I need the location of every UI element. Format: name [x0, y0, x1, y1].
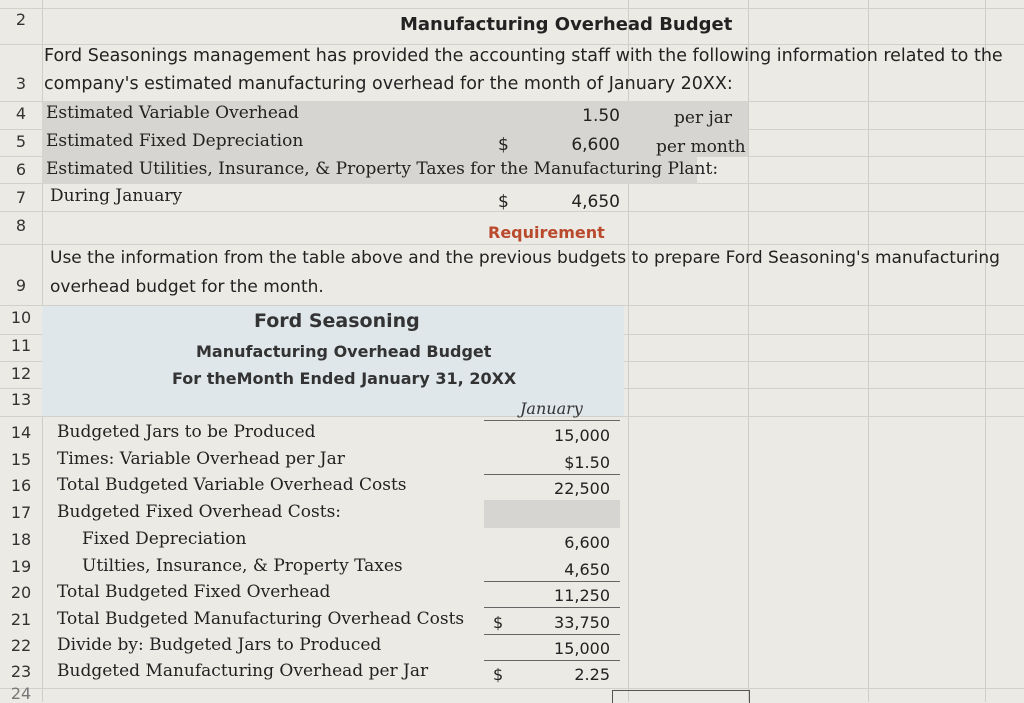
row-number: 16 — [10, 476, 32, 495]
row-value[interactable]: 15,000 — [554, 639, 610, 658]
requirement-line-2: overhead budget for the month. — [50, 277, 324, 297]
row-number: 14 — [10, 423, 32, 442]
row-label: Total Budgeted Variable Overhead Costs — [57, 475, 407, 495]
info-label: Estimated Utilities, Insurance, & Property Taxes for the Manufacturing Plant: — [46, 159, 719, 179]
dollar-sign: $ — [493, 665, 504, 684]
info-label: Estimated Fixed Depreciation — [46, 131, 304, 151]
row-number: 11 — [10, 336, 32, 355]
row-number: 12 — [10, 364, 32, 383]
row-number: 17 — [10, 503, 32, 522]
gridline — [0, 8, 1024, 9]
row-number: 23 — [10, 662, 32, 681]
gridline — [0, 211, 1024, 212]
dollar-sign: $ — [498, 135, 509, 155]
row-label: Times: Variable Overhead per Jar — [57, 449, 345, 469]
row-number: 4 — [15, 104, 27, 123]
row-number: 6 — [15, 160, 27, 179]
requirement-heading: Requirement — [488, 223, 605, 242]
column-header-january: January — [520, 399, 583, 418]
row-value[interactable]: 15,000 — [554, 426, 610, 445]
row-label: Utilties, Insurance, & Property Taxes — [82, 556, 403, 576]
dollar-sign: $ — [493, 613, 504, 632]
row-label: Budgeted Manufacturing Overhead per Jar — [57, 661, 429, 681]
info-unit: per month — [656, 137, 746, 157]
row-value[interactable]: 22,500 — [554, 479, 610, 498]
row-value[interactable]: 11,250 — [554, 586, 610, 605]
info-label: During January — [50, 186, 183, 206]
row-value[interactable]: $1.50 — [564, 453, 610, 472]
row-number: 15 — [10, 450, 32, 469]
row-number: 7 — [15, 188, 27, 207]
row-label: Fixed Depreciation — [82, 529, 247, 549]
requirement-line-1: Use the information from the table above and the previous budgets to prepare Ford Seasoning's manufacturing — [50, 248, 1000, 268]
row-label: Total Budgeted Manufacturing Overhead Costs — [57, 609, 465, 629]
row-number: 9 — [15, 276, 27, 295]
info-unit: per jar — [674, 108, 733, 128]
row-value[interactable]: 6,600 — [564, 533, 610, 552]
row-value[interactable]: 2.25 — [574, 665, 610, 684]
budget-company: Ford Seasoning — [254, 310, 420, 332]
row-number: 21 — [10, 610, 32, 629]
budget-period: For theMonth Ended January 31, 20XX — [172, 369, 517, 388]
underline — [484, 420, 620, 421]
row-value[interactable]: 33,750 — [554, 613, 610, 632]
row-number: 20 — [10, 583, 32, 602]
row-number: 5 — [15, 132, 27, 151]
intro-line-2: company's estimated manufacturing overhead for the month of January 20XX: — [44, 74, 733, 94]
budget-title: Manufacturing Overhead Budget — [196, 342, 492, 361]
row-value[interactable]: 4,650 — [564, 560, 610, 579]
row-number: 22 — [10, 636, 32, 655]
input-cell-shade — [484, 500, 620, 528]
info-value: 6,600 — [571, 135, 620, 155]
gridline — [0, 244, 1024, 245]
row-number: 13 — [10, 390, 32, 409]
underline — [484, 660, 620, 661]
underline — [484, 581, 620, 582]
gridline — [868, 0, 869, 702]
row-number: 24 — [10, 684, 32, 703]
row-number: 3 — [15, 74, 27, 93]
row-label: Total Budgeted Fixed Overhead — [57, 582, 331, 602]
gridline — [0, 688, 1024, 689]
row-label: Budgeted Fixed Overhead Costs: — [57, 502, 342, 522]
gridline — [748, 0, 749, 702]
gridline — [985, 0, 986, 702]
underline — [484, 474, 620, 475]
cell-border — [612, 690, 750, 703]
intro-line-1: Ford Seasonings management has provided the accounting staff with the following information related to the — [44, 46, 1003, 66]
dollar-sign: $ — [498, 192, 509, 212]
row-number: 19 — [10, 557, 32, 576]
row-number: 18 — [10, 530, 32, 549]
row-label: Budgeted Jars to be Produced — [57, 422, 316, 442]
underline — [484, 634, 620, 635]
gridline — [0, 44, 1024, 45]
row-number: 10 — [10, 308, 32, 327]
row-number: 2 — [15, 10, 27, 29]
info-label: Estimated Variable Overhead — [46, 103, 299, 123]
sheet-title: Manufacturing Overhead Budget — [400, 14, 733, 35]
info-value: 1.50 — [582, 106, 620, 126]
row-number: 8 — [15, 216, 27, 235]
gridline — [0, 416, 1024, 417]
underline — [484, 607, 620, 608]
row-label: Divide by: Budgeted Jars to Produced — [57, 635, 382, 655]
info-value: 4,650 — [571, 192, 620, 212]
